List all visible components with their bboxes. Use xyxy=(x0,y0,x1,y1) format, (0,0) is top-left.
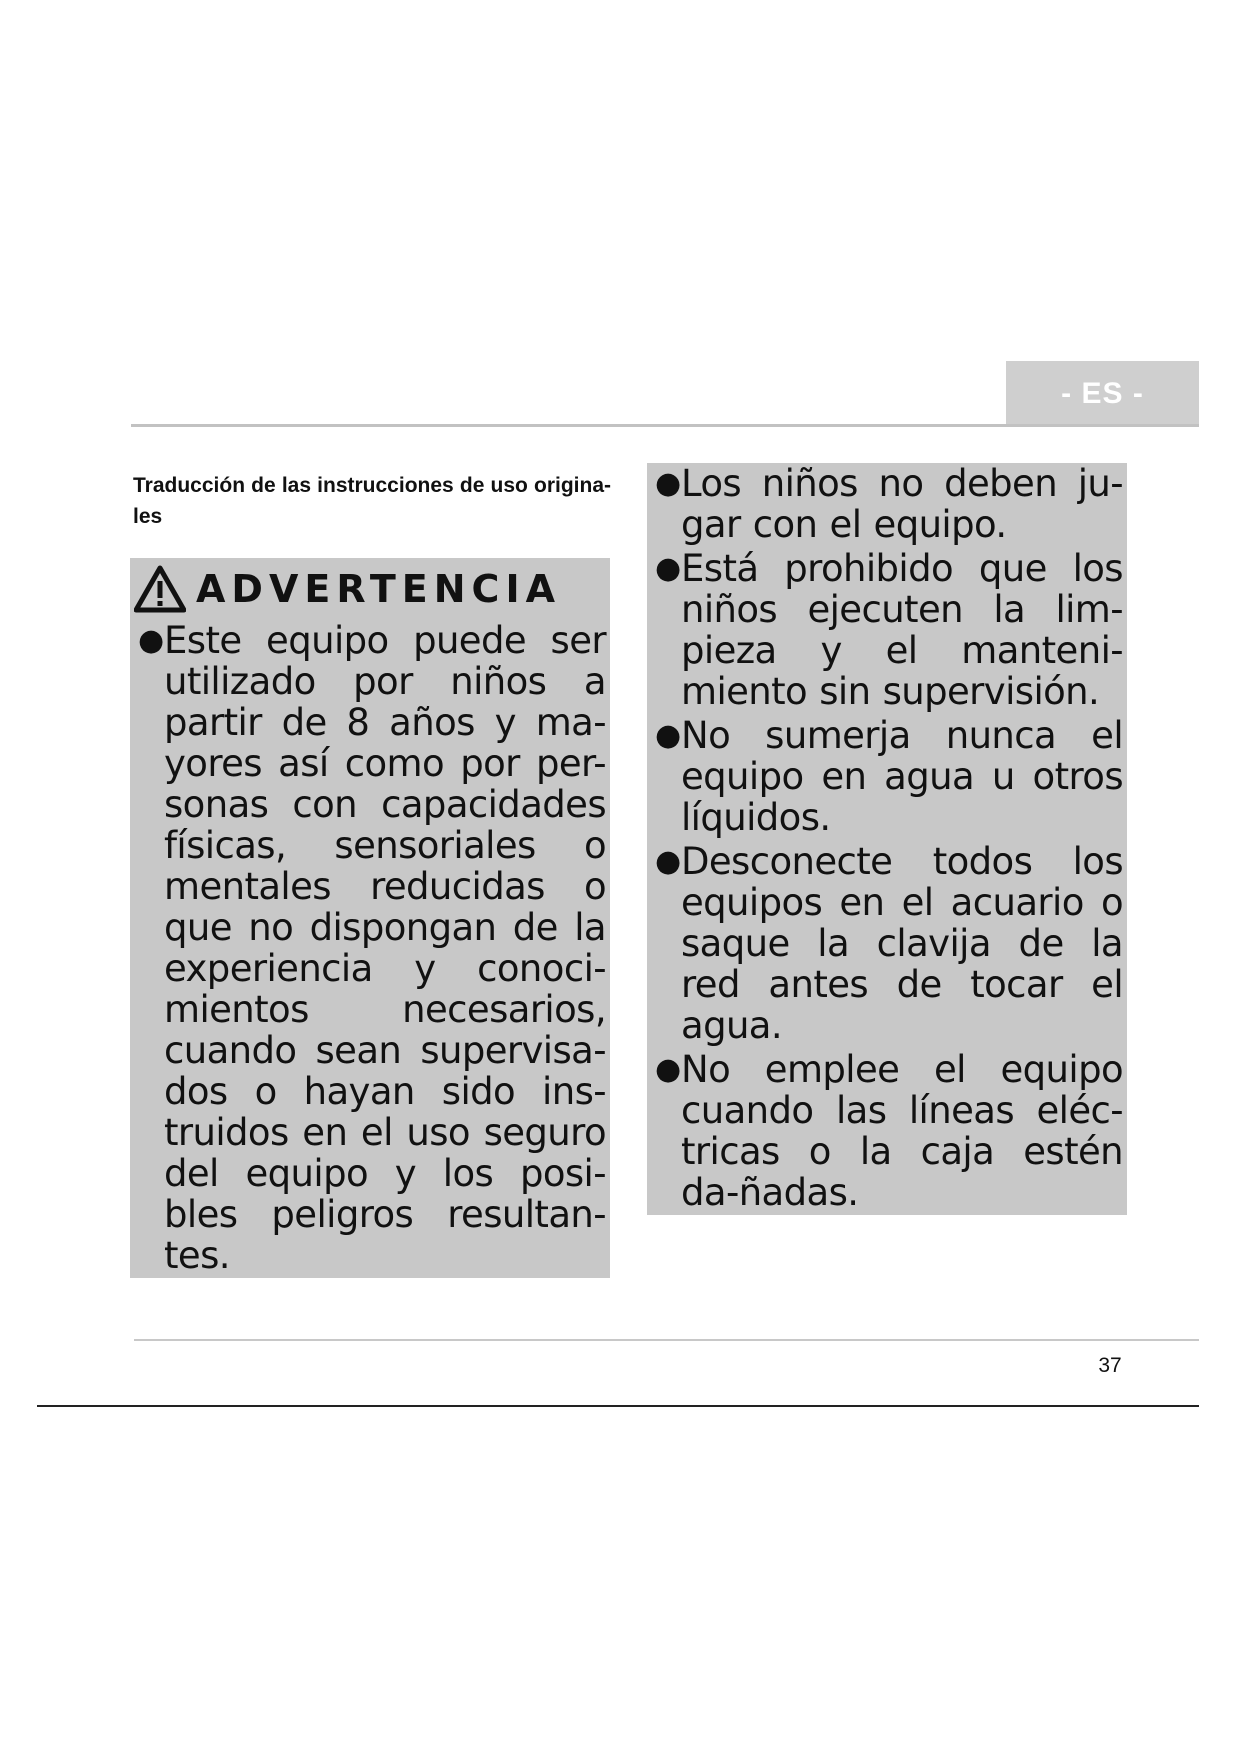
bullet-icon: ● xyxy=(655,551,681,586)
warning-triangle-icon xyxy=(134,565,186,613)
bullet-icon: ● xyxy=(655,466,681,501)
warning-list-continued xyxy=(647,463,1127,1213)
page-bottom-rule xyxy=(37,1405,1199,1407)
bullet-icon: ● xyxy=(655,718,681,753)
list-item xyxy=(647,1049,1127,1213)
list-item xyxy=(647,841,1127,1046)
warning-header xyxy=(130,558,610,620)
header-divider xyxy=(131,424,1199,427)
warning-title: ADVERTENCIA xyxy=(196,567,561,611)
warning-box-continued xyxy=(647,463,1127,1215)
list-item xyxy=(647,548,1127,712)
warning-list xyxy=(130,620,610,1276)
bullet-icon: ● xyxy=(655,1052,681,1087)
list-item-text: Este equipo puede ser utilizado por niños a partir de 8 años y ma-yores así como por per-sonas con capacidades físicas, sensoriales o mentales reducidas o que no dispongan de la experiencia y conoci-mientos necesarios, cuando sean supervisa-dos o hayan sido ins-truidos en el uso seguro del equipo y los posi-bles peligros resultan-tes. xyxy=(164,619,606,1277)
list-item-text: No emplee el equipo cuando las líneas eléc-tricas o la caja estén da-ñadas. xyxy=(681,1048,1123,1214)
list-item-text: Los niños no deben ju-gar con el equipo. xyxy=(681,462,1123,546)
footer-divider xyxy=(134,1339,1199,1341)
list-item xyxy=(130,620,610,1276)
list-item xyxy=(647,463,1127,545)
bullet-icon: ● xyxy=(138,623,164,658)
list-item-text: No sumerja nunca el equipo en agua u otros líquidos. xyxy=(681,714,1123,839)
language-tab: - ES - xyxy=(1006,361,1199,427)
page-number: 37 xyxy=(1098,1354,1122,1377)
document-subtitle: Traducción de las instrucciones de uso origina-les xyxy=(133,474,611,528)
list-item-text: Está prohibido que los niños ejecuten la lim-pieza y el manteni-miento sin supervisión. xyxy=(681,547,1123,713)
list-item-text: Desconecte todos los equipos en el acuario o saque la clavija de la red antes de tocar el agua. xyxy=(681,840,1123,1047)
list-item xyxy=(647,715,1127,838)
bullet-icon: ● xyxy=(655,844,681,879)
warning-box xyxy=(130,558,610,1278)
